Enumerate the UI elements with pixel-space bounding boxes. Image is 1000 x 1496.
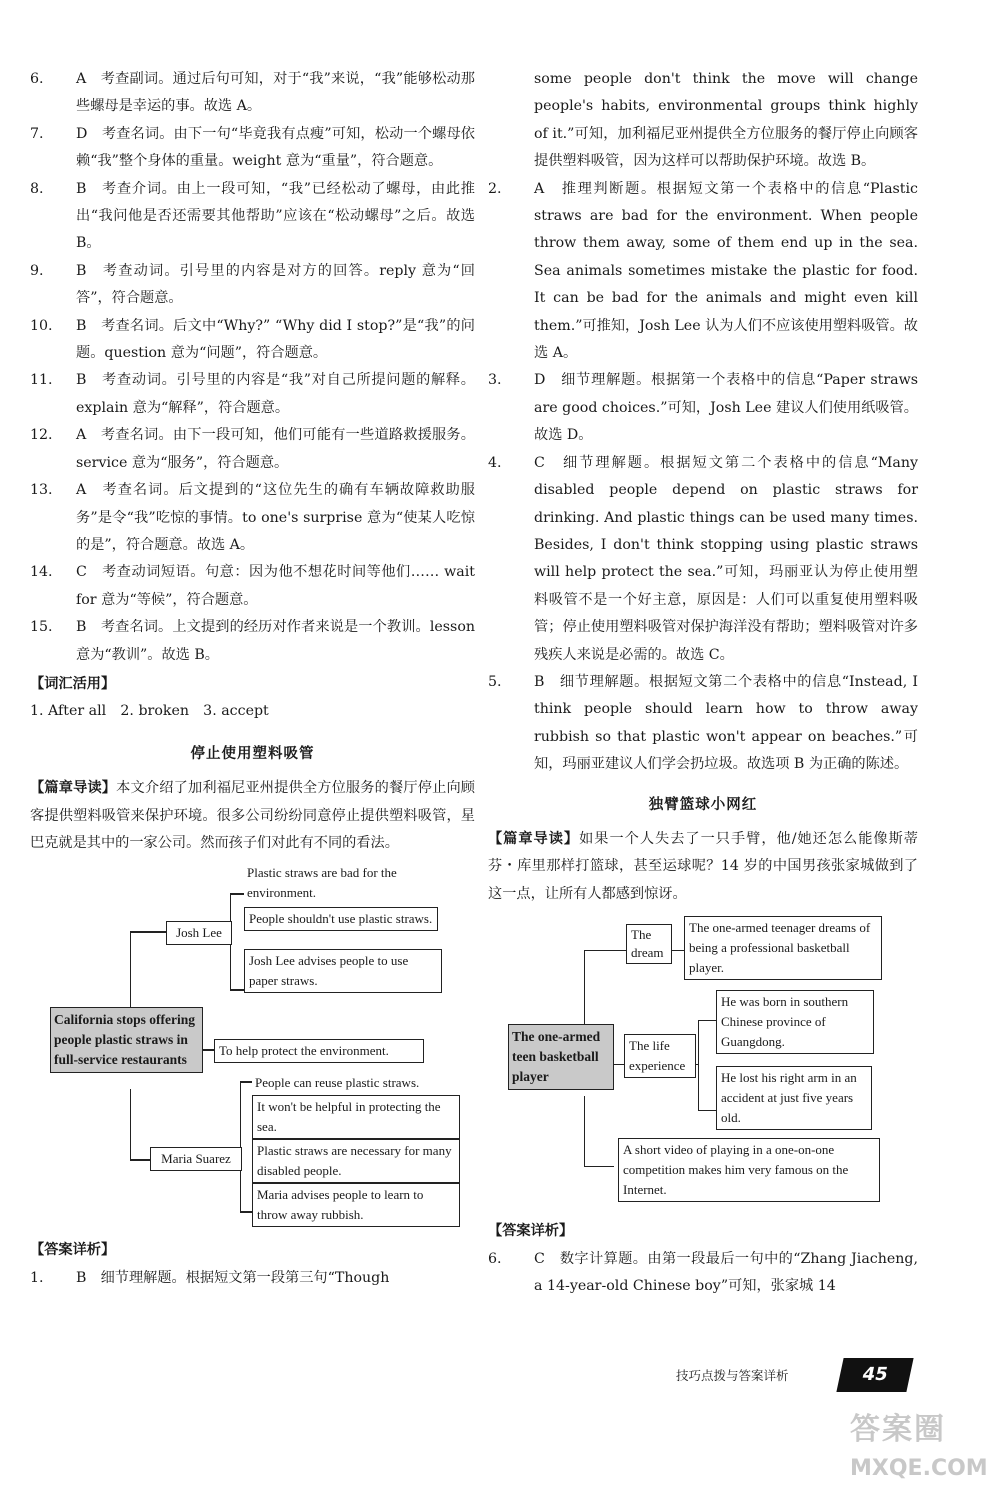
intro-text-right: 如果一个人失去了一只手臂，他/她还怎么能像斯蒂芬・库里那样打篮球，甚至运球呢？14 岁的中国男孩张家城做到了这一点，让所有人都感到惊讶。 — [488, 830, 918, 902]
answer-text: B 考查名词。上文提到的经历对作者来说是一个教训。lesson 意为“教训”。故选 B。 — [76, 619, 475, 663]
purpose-node: To help protect the environment. — [214, 1039, 424, 1063]
answer-number: 6. — [30, 71, 44, 87]
answer-text: C 细节理解题。根据短文第二个表格中的信息“Many disabled people depend on plastic straws for drinking. And plastic things can be used many times. Besides, I don't think stopping using plastic straws will help protect the sea.”可知，玛丽亚认为停止使用塑料吸管不是一个好主意，原因是：人们可以重复使用塑料吸管；停止使用塑料吸管对保护海洋没有帮助；塑料吸管对许多残疾人来说是必需的。故选 C。 — [534, 454, 918, 663]
watermark-logo: 答案圈 MXQE.COM — [850, 1412, 988, 1481]
answers-heading-right: 【答案详析】 — [488, 1223, 574, 1240]
answer-item — [30, 422, 475, 477]
answer-text: B 考查动词。引号里的内容是“我”对自己所提问题的解释。explain 意为“解释”，符合题意。 — [76, 372, 475, 416]
answer-item — [488, 669, 918, 779]
intro-basketball — [488, 826, 918, 908]
answer-item — [30, 66, 475, 121]
straws-root-node: California stops offering people plastic straws in full-service restaurants — [50, 1007, 203, 1073]
josh-lee-node: Josh Lee — [166, 921, 232, 945]
answer-text: A 考查名词。后文提到的“这位先生的确有车辆故障救助服务”是令“我”吃惊的事情。to one's surprise 意为“使某人吃惊的是”，符合题意。故选 A。 — [76, 482, 475, 553]
answer-text: B 细节理解题。根据短文第二个表格中的信息“Instead, I think people should learn how to throw away rubbish so that plastic won't appear on beaches.”可知，玛丽亚建议人们学会扔垃圾。故选项 B 为正确的陈述。 — [534, 673, 918, 773]
intro-label: 【篇章导读】 — [30, 780, 117, 797]
answer-item — [30, 1265, 475, 1292]
section-title-straws: 停止使用塑料吸管 — [190, 744, 315, 762]
answer-text: B 考查动词。引号里的内容是对方的回答。reply 意为“回答”，符合题意。 — [76, 262, 475, 307]
answer-text: A 考查名词。由下一段可知，他们可能有一些道路救援服务。service 意为“服务”，符合题意。 — [76, 427, 475, 471]
intro-straws — [30, 775, 475, 857]
page-number: 45 — [836, 1358, 913, 1392]
answer-number: 3. — [488, 372, 502, 389]
vocab-answers: 1. After all 2. broken 3. accept — [30, 703, 269, 720]
answer-number: 12. — [30, 427, 53, 444]
maria-suarez-node: Maria Suarez — [150, 1147, 242, 1171]
answer-text: C 数字计算题。由第一段最后一句中的“Zhang Jiacheng, a 14-year-old Chinese boy”可知，张家城 14 — [534, 1250, 918, 1294]
answer-item — [30, 258, 475, 313]
answer-item — [30, 313, 475, 368]
answer-text: C 考查动词短语。句意：因为他不想花时间等他们…… wait for 意为“等候”，符合题意。 — [76, 564, 475, 608]
answer-item — [488, 1246, 918, 1301]
answer-number: 4. — [488, 454, 502, 471]
answer-text: B 考查介词。由上一段可知，“我”已经松动了螺母，由此推出“我问他是否还需要其他帮助”应该在“松动螺母”之后。故选 B。 — [76, 180, 475, 252]
right-answer-list-2 — [488, 1246, 918, 1301]
answer-item — [30, 367, 475, 422]
maria-leaf-2: It won't be helpful in protecting the sea. — [252, 1095, 460, 1139]
josh-leaf-3: Josh Lee advises people to use paper straws. — [244, 949, 442, 993]
answers-heading-left: 【答案详析】 — [30, 1242, 116, 1259]
basketball-root-node: The one-armed teen basketball player — [508, 1024, 614, 1090]
right-column — [488, 66, 918, 1300]
answer-text: A 推理判断题。根据短文第一个表格中的信息“Plastic straws are bad for the environment. When people throw them away, some of them end up in the sea. Sea animals sometimes mistake the plastic for food. It can be bad for the animals and might even kill them.”可推知，Josh Lee 认为人们不应该使用塑料吸管。故选 A。 — [534, 180, 918, 362]
answer-number: 9. — [30, 262, 44, 279]
answer-item — [488, 367, 918, 449]
answer-text: B 考查名词。后文中“Why?” “Why did I stop?”是“我”的问题。question 意为“问题”，符合题意。 — [76, 317, 475, 362]
intro-text: 本文介绍了加利福尼亚州提供全方位服务的餐厅停止向顾客提供塑料吸管来保护环境。很多公司纷纷同意停止提供塑料吸管，星巴克就是其中的一家公司。然而孩子们对此有不同的看法。 — [30, 780, 475, 851]
intro-label-right: 【篇章导读】 — [488, 830, 580, 847]
maria-leaf-1: People can reuse plastic straws. — [252, 1073, 462, 1093]
left-column — [30, 66, 475, 1292]
left-answer-list-2 — [30, 1265, 475, 1292]
answer-number: 6. — [488, 1250, 502, 1267]
life-leaf-2: He lost his right arm in an accident at just five years old. — [716, 1066, 872, 1130]
dream-leaf: The one-armed teenager dreams of being a professional basketball player. — [684, 916, 882, 980]
josh-leaf-2: People shouldn't use plastic straws. — [244, 907, 438, 931]
answer-text: B 细节理解题。根据短文第一段第三句“Though — [76, 1269, 390, 1286]
straws-mind-map — [30, 863, 475, 1235]
right-answer-list — [488, 176, 918, 779]
answer-item — [488, 176, 918, 368]
dream-node: The dream — [626, 924, 672, 964]
answer-number: 14. — [30, 564, 53, 581]
maria-leaf-3: Plastic straws are necessary for many disabled people. — [252, 1139, 460, 1183]
continued-answer-1: some people don't think the move will change people's habits, environmental groups think highly of it.”可知，加利福尼亚州提供全方位服务的餐厅停止向顾客提供塑料吸管，因为这样可以帮助保护环境。故选 B。 — [534, 71, 918, 170]
answer-item — [30, 121, 475, 176]
answer-number: 11. — [30, 372, 53, 389]
left-answer-list — [30, 66, 475, 669]
footer-label: 技巧点拨与答案详析 — [676, 1368, 789, 1383]
answer-text: A 考查副词。通过后句可知，对于“我”来说，“我”能够松动那些螺母是幸运的事。故选 A。 — [76, 71, 475, 115]
answer-number: 10. — [30, 317, 53, 334]
section-title-basketball: 独臂篮球小网红 — [648, 795, 758, 813]
answer-item — [30, 176, 475, 258]
answer-number: 13. — [30, 482, 53, 499]
answer-item — [488, 450, 918, 669]
vocab-heading: 【词汇活用】 — [30, 675, 116, 692]
answer-item — [30, 614, 475, 669]
video-node: A short video of playing in a one-on-one competition makes him very famous on the Internet. — [618, 1138, 880, 1202]
answer-number: 7. — [30, 125, 44, 142]
josh-leaf-1: Plastic straws are bad for the environment. — [244, 863, 444, 903]
answer-item — [30, 477, 475, 559]
maria-leaf-4: Maria advises people to learn to throw away rubbish. — [252, 1183, 460, 1227]
answer-number: 1. — [30, 1269, 44, 1286]
answer-text: D 细节理解题。根据第一个表格中的信息“Paper straws are good choices.”可知，Josh Lee 建议人们使用纸吸管。故选 D。 — [534, 372, 918, 444]
answer-text: D 考查名词。由下一句“毕竟我有点瘦”可知，松动一个螺母依赖“我”整个身体的重量。weight 意为“重量”，符合题意。 — [76, 125, 475, 170]
answer-number: 8. — [30, 180, 44, 197]
answer-number: 15. — [30, 619, 53, 636]
answer-number: 2. — [488, 180, 502, 197]
basketball-mind-map — [488, 916, 918, 1216]
life-leaf-1: He was born in southern Chinese province of Guangdong. — [716, 990, 874, 1054]
life-experience-node: The life experience — [624, 1034, 696, 1078]
answer-item — [30, 559, 475, 614]
answer-number: 5. — [488, 673, 502, 690]
